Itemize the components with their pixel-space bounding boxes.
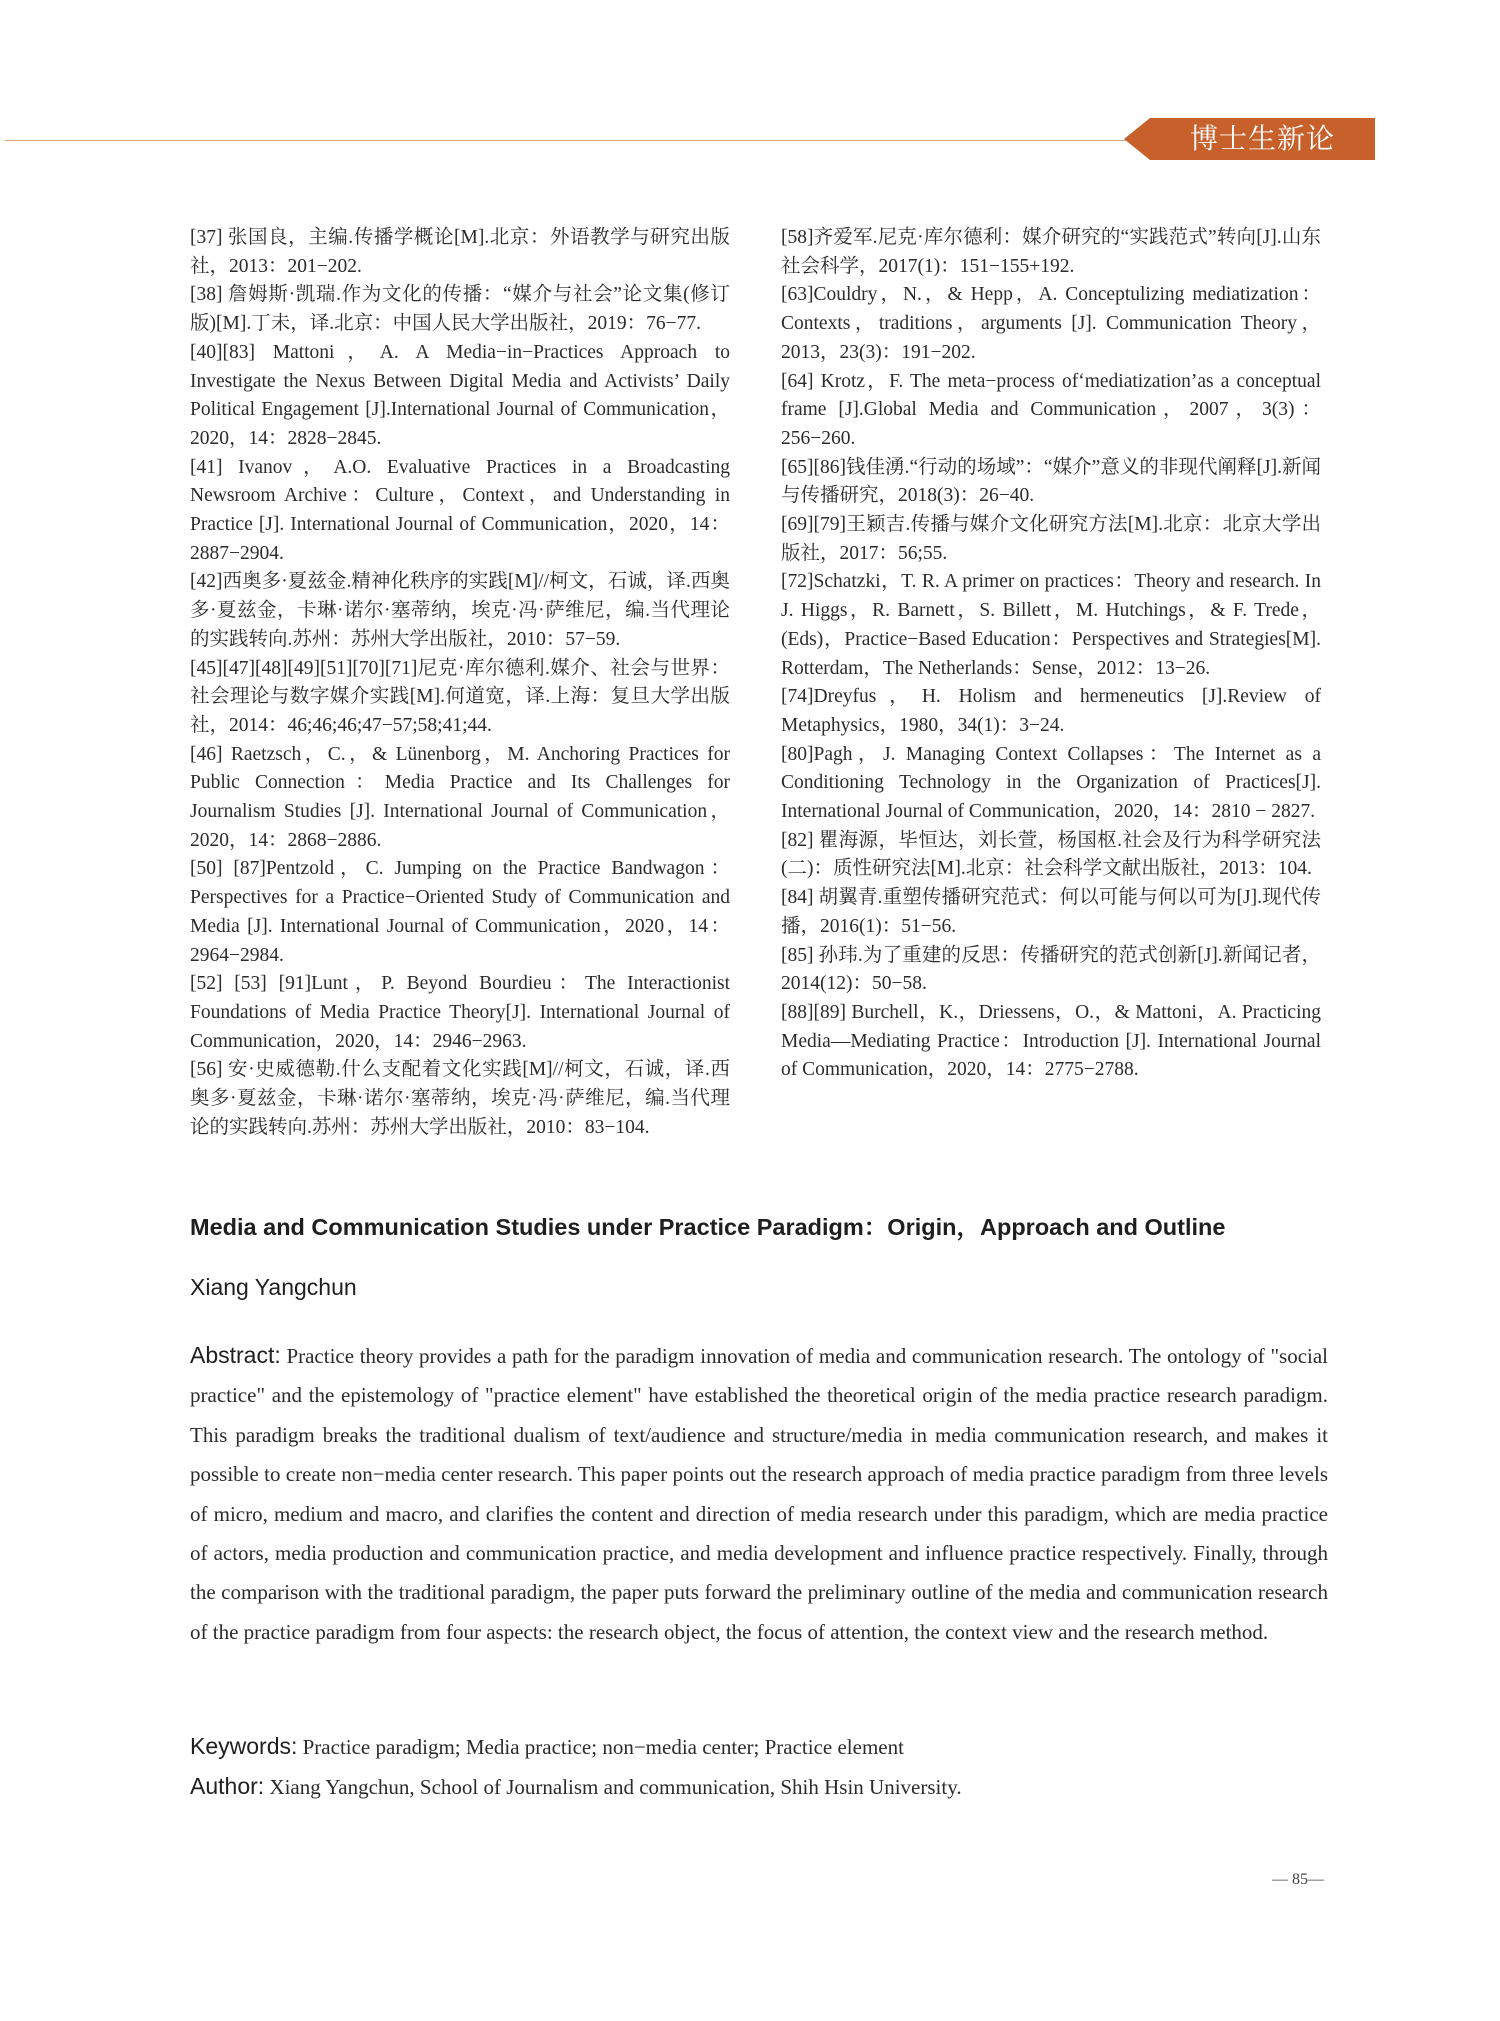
reference-item: [64] Krotz，F. The meta−process of‘mediatization’as a conceptual frame [J].Global Media and Communication，2007，3(3)：256−260. xyxy=(781,370,1321,449)
author-info-line xyxy=(190,1773,1330,1800)
abstract-text: Practice theory provides a path for the paradigm innovation of media and communication research. The ontology of "social practice" and the epistemology of "practice element" have established the theoretical origin of the media practice research paradigm. This paradigm breaks the traditional dualism of text/audience and structure/media in media communication research, and makes it possible to create non−media center research. This paper points out the research approach of media practice paradigm from three levels of micro, medium and macro, and clarifies the content and direction of media research under this paradigm, which are media practice of actors, media production and communication practice, and media development and influence practice respectively. Finally, through the comparison with the traditional paradigm, the paper puts forward the preliminary outline of the media and communication research of the practice paradigm from four aspects: the research object, the focus of attention, the context view and the research method. xyxy=(190,1344,1329,1644)
references-right-column xyxy=(781,224,1321,1085)
keywords-text: Practice paradigm; Media practice; non−media center; Practice element xyxy=(302,1735,904,1759)
article-title: Media and Communication Studies under Practice Paradigm：Origin，Approach and Outline xyxy=(190,1214,1226,1240)
references-left-column xyxy=(190,224,730,1143)
reference-item: [80]Pagh，J. Managing Context Collapses：The Internet as a Conditioning Technology in the Organization of Practices[J]. International Journal of Communication，2020，14：2810 − 2827. xyxy=(781,743,1321,823)
abstract-paragraph xyxy=(190,1336,1328,1652)
reference-item: [46] Raetzsch，C.，& Lünenborg，M. Anchoring Practices for Public Connection：Media Practice and Its Challenges for Journalism Studies [J]. International Journal of Communication，2020，14：2868−2886. xyxy=(190,743,730,851)
reference-item: [45][47][48][49][51][70][71]尼克·库尔德利.媒介、社会与世界：社会理论与数字媒介实践[M].何道宽，译.上海：复旦大学出版社，2014：46;46;46;47−57;58;41;44. xyxy=(190,657,730,736)
abstract-label: Abstract: xyxy=(190,1342,281,1368)
header-rule xyxy=(5,140,1155,141)
author-label: Author: xyxy=(190,1773,265,1799)
keywords-label: Keywords: xyxy=(190,1733,298,1759)
reference-item: [63]Couldry，N.，& Hepp，A. Conceptulizing mediatization：Contexts，traditions，arguments [J]. Communication Theory，2013，23(3)：191−202. xyxy=(781,284,1321,363)
reference-item: [88][89] Burchell，K.，Driessens，O.，& Mattoni，A. Practicing Media—Mediating Practice：Introduction [J]. International Journal of Communication，2020，14：2775−2788. xyxy=(781,1001,1321,1081)
page-number: — 85— xyxy=(1272,1871,1324,1888)
reference-item: [58]齐爱军.尼克·库尔德利：媒介研究的“实践范式”转向[J].山东社会科学，2017(1)：151−155+192. xyxy=(781,227,1321,277)
reference-item: [85] 孙玮.为了重建的反思：传播研究的范式创新[J].新闻记者，2014(12)：50−58. xyxy=(781,944,1321,995)
keywords-line xyxy=(190,1733,1330,1760)
reference-item: [37] 张国良，主编.传播学概论[M].北京：外语教学与研究出版社，2013：201−202. xyxy=(190,227,730,277)
reference-item: [74]Dreyfus，H. Holism and hermeneutics [J].Review of Metaphysics，1980，34(1)：3−24. xyxy=(781,686,1321,736)
reference-item: [42]西奥多·夏兹金.精神化秩序的实践[M]//柯文，石诚，译.西奥多·夏兹金，卡琳·诺尔·塞蒂纳，埃克·冯·萨维尼，编.当代理论的实践转向.苏州：苏州大学出版社，2010：57−59. xyxy=(190,571,730,650)
reference-item: [40][83] Mattoni，A. A Media−in−Practices Approach to Investigate the Nexus Between Digital Media and Activists’ Daily Political Engagement [J].International Journal of Communication，2020，14：2828−2845. xyxy=(190,341,730,449)
reference-item: [41] Ivanov，A.O. Evaluative Practices in a Broadcasting Newsroom Archive：Culture，Context，and Understanding in Practice [J]. International Journal of Communication，2020，14：2887−2904. xyxy=(190,456,730,564)
reference-item: [65][86]钱佳湧.“行动的场域”：“媒介”意义的非现代阐释[J].新闻与传播研究，2018(3)：26−40. xyxy=(781,456,1321,507)
reference-item: [52] [53] [91]Lunt，P. Beyond Bourdieu：The Interactionist Foundations of Media Practice Theory[J]. International Journal of Communication，2020，14：2946−2963. xyxy=(190,973,730,1052)
author-info-text: Xiang Yangchun, School of Journalism and communication, Shih Hsin University. xyxy=(269,1775,962,1799)
reference-item: [82] 瞿海源，毕恒达，刘长萱，杨国枢.社会及行为科学研究法(二)：质性研究法[M].北京：社会科学文献出版社，2013：104. xyxy=(781,829,1321,880)
section-tab: 博士生新论 xyxy=(1150,118,1375,160)
reference-item: [84] 胡翼青.重塑传播研究范式：何以可能与何以可为[J].现代传播，2016(1)：51−56. xyxy=(781,887,1321,937)
reference-item: [38] 詹姆斯·凯瑞.作为文化的传播：“媒介与社会”论文集(修订版)[M].丁未，译.北京：中国人民大学出版社，2019：76−77. xyxy=(190,284,730,335)
article-author: Xiang Yangchun xyxy=(190,1274,357,1300)
reference-item: [72]Schatzki，T. R. A primer on practices：Theory and research. In J. Higgs，R. Barnett，S. Billett，M. Hutchings，& F. Trede，(Eds)，Practice−Based Education：Perspectives and Strategies[M]. Rotterdam，The Netherlands：Sense，2012：13−26. xyxy=(781,571,1321,679)
reference-item: [69][79]王颖吉.传播与媒介文化研究方法[M].北京：北京大学出版社，2017：56;55. xyxy=(781,514,1321,564)
reference-item: [56] 安·史威德勒.什么支配着文化实践[M]//柯文，石诚，译.西奥多·夏兹金，卡琳·诺尔·塞蒂纳，埃克·冯·萨维尼，编.当代理论的实践转向.苏州：苏州大学出版社，2010：83−104. xyxy=(190,1059,730,1138)
reference-item: [50] [87]Pentzold，C. Jumping on the Practice Bandwagon：Perspectives for a Practice−Oriented Study of Communication and Media [J]. International Journal of Communication，2020，14：2964−2984. xyxy=(190,858,730,966)
